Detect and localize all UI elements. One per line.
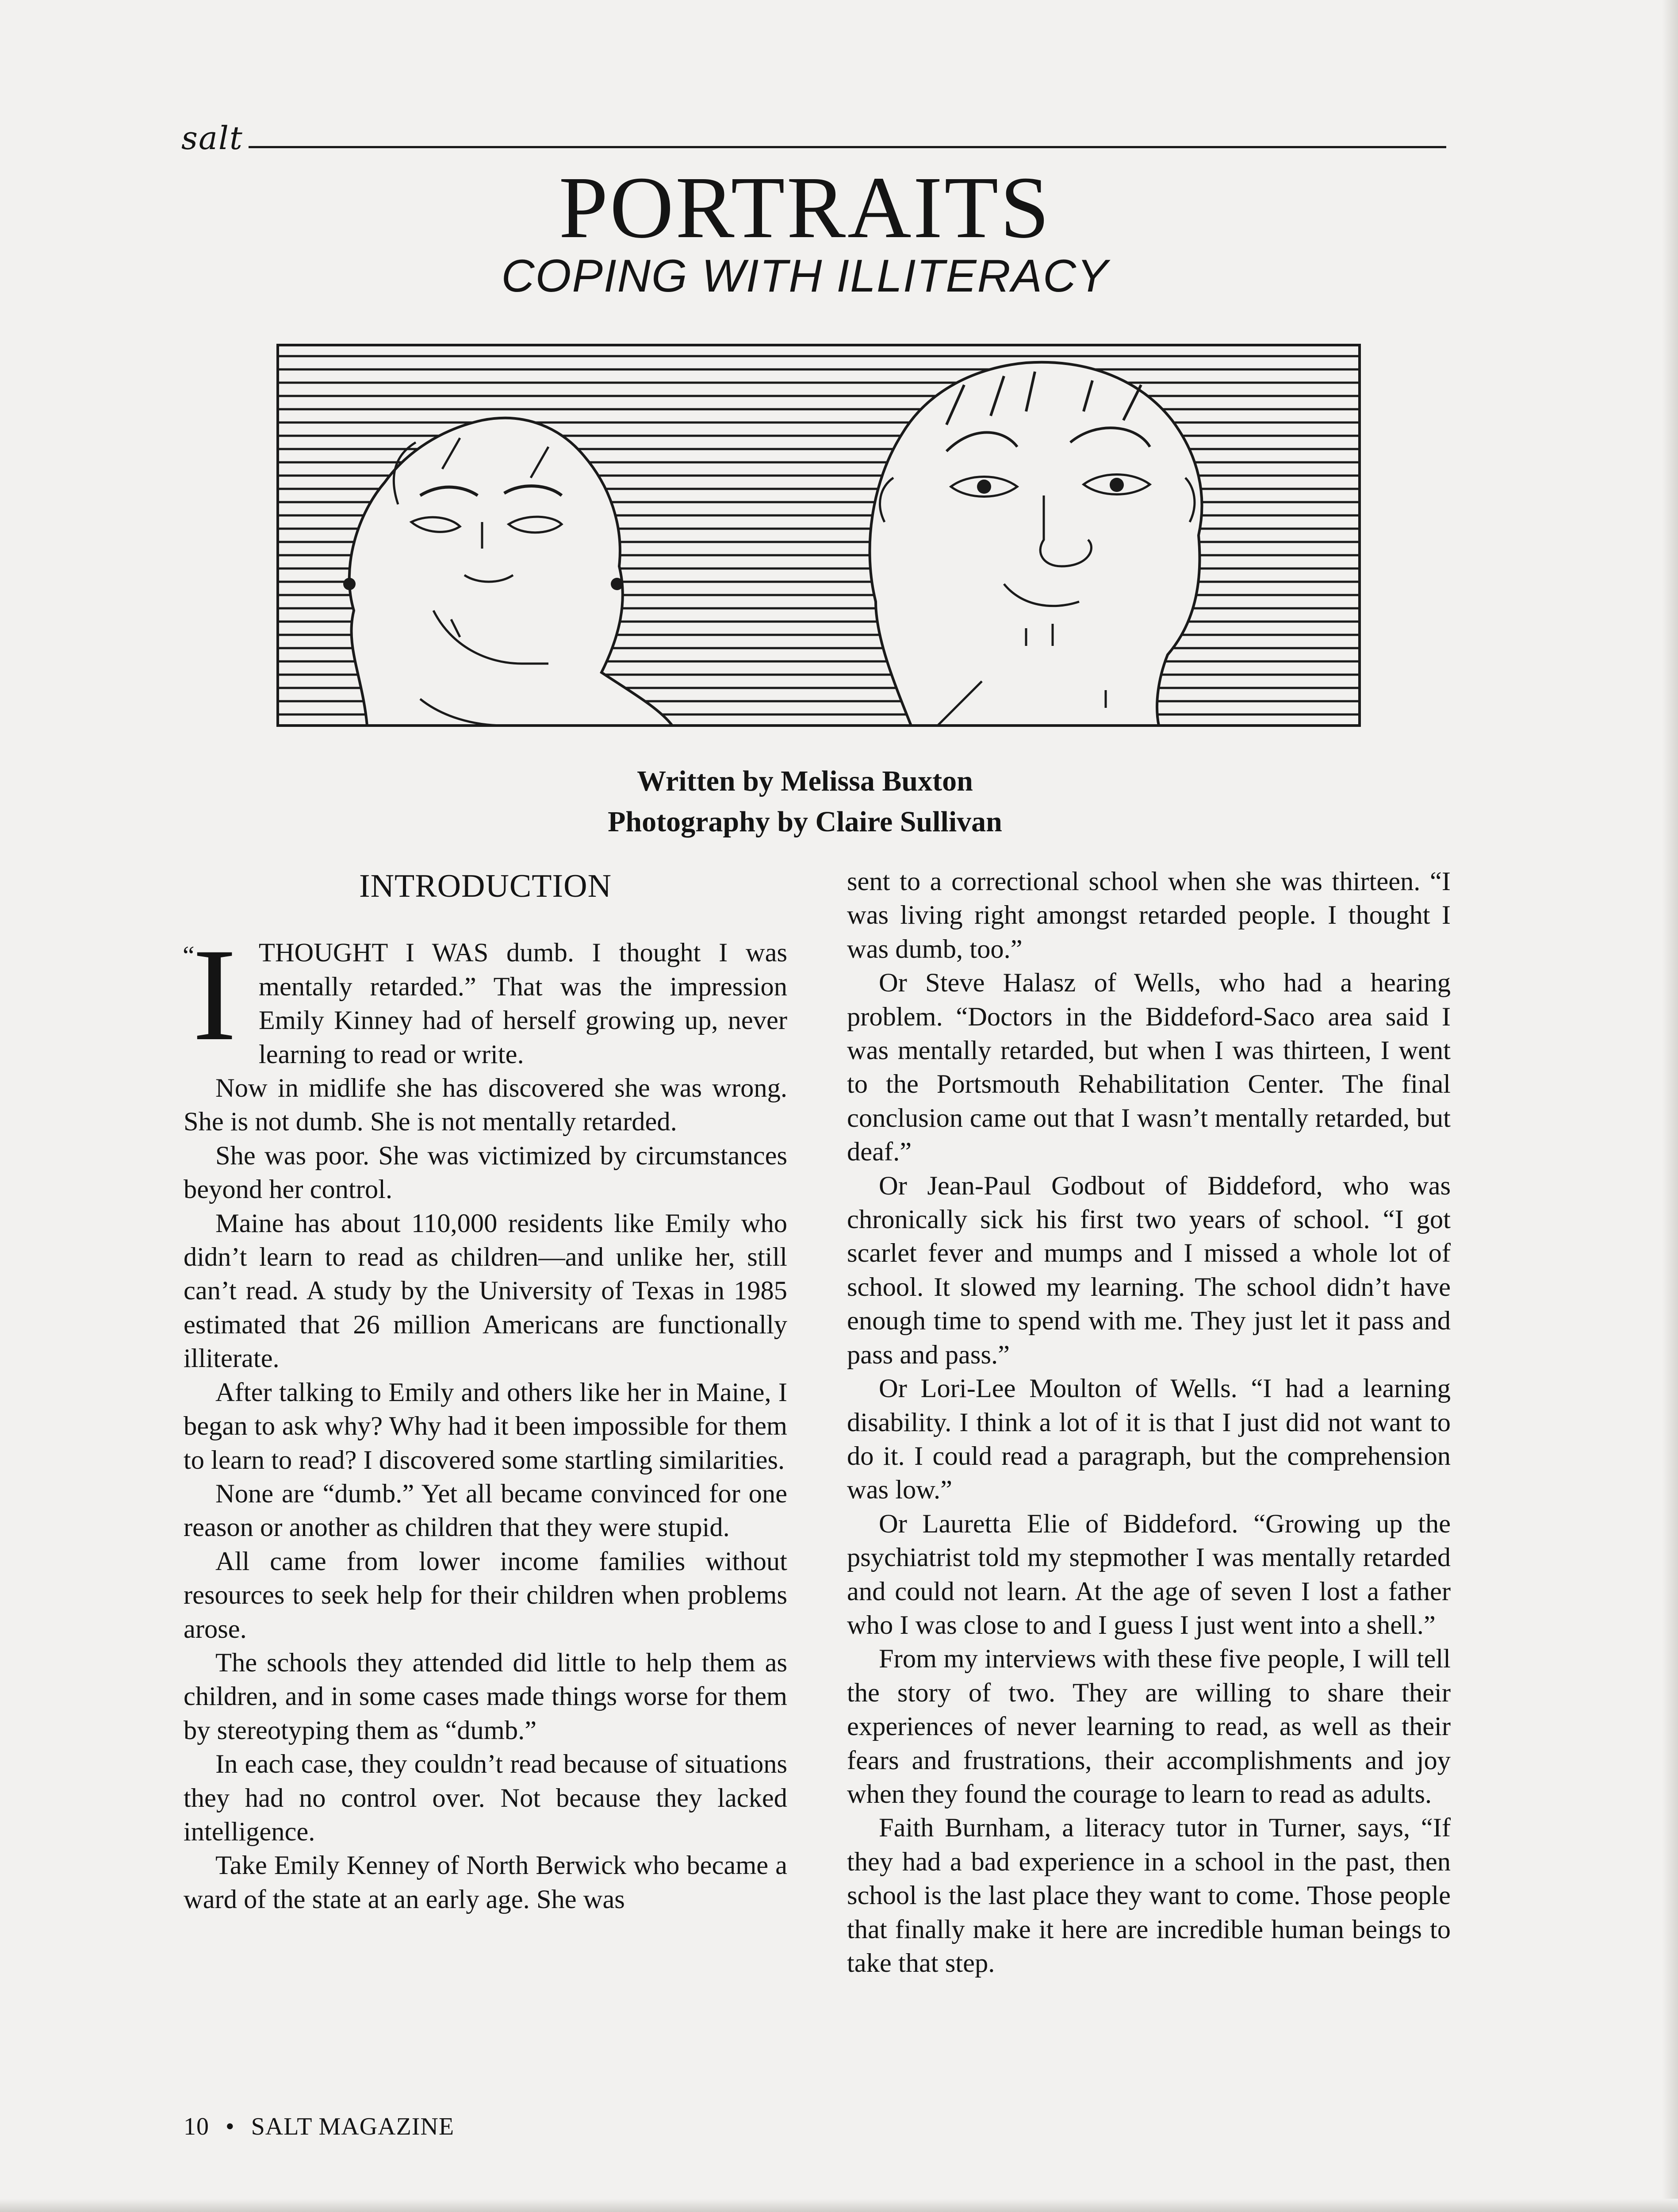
byline (0, 761, 1610, 842)
article-paragraph: The schools they attended did little to help them as children, and in some cases made things worse for them by stereotyping them as “dumb.” (184, 1647, 787, 1745)
page-bottom-edge (0, 2199, 1678, 2212)
article-paragraph: After talking to Emily and others like her in Maine, I began to ask why? Why had it been impossible for them to learn to read? I discovered some startling similarities. (184, 1377, 787, 1475)
drop-cap (183, 921, 237, 1068)
opening-quote: “ (183, 941, 195, 971)
page-edge (1662, 0, 1678, 2212)
article-paragraph: She was poor. She was victimized by circumstances beyond her control. (184, 1141, 787, 1205)
article-column-left (184, 863, 787, 1916)
article-paragraph: Or Jean-Paul Godbout of Biddeford, who was chronically sick his first two years of school. “I got scarlet fever and mumps and I missed a whole lot of school. It slowed my learning. The school didn’t have enough time to spend with me. They just let it pass and pass and pass.” (847, 1171, 1451, 1370)
man-figure (870, 362, 1202, 726)
article-paragraph: In each case, they couldn’t read because of situations they had no control over. Not because they lacked intelligence. (184, 1749, 787, 1847)
article-column-right (847, 865, 1451, 1980)
article-paragraph: Or Steve Halasz of Wells, who had a hearing problem. “Doctors in the Biddeford-Saco area said I was mentally retarded, but when I was thirteen, I went to the Portsmouth Rehabilitation Center. The final conclusion came out that I wasn’t mentally retarded, but deaf.” (847, 968, 1451, 1167)
article-paragraph: Maine has about 110,000 residents like Emily who didn’t learn to read as children—and unlike her, still can’t read. A study by the University of Texas in 1985 estimated that 26 million Americans are functionally illiterate. (184, 1208, 787, 1374)
drop-cap-letter: I (192, 921, 237, 1068)
article-paragraph: Faith Burnham, a literacy tutor in Turner, says, “If they had a bad experience in a school in the past, then school is the last place they want to come. Those people that finally make it here are incredible human beings to take that step. (847, 1813, 1451, 1978)
portrait-sketch-illustration (274, 336, 1362, 734)
article-paragraph: Or Lauretta Elie of Biddeford. “Growing up the psychiatrist told my stepmother I was mentally retarded and could not learn. At the age of seven I lost a father who I was close to and I guess I just went into a shell.” (847, 1509, 1451, 1640)
article-paragraph: From my interviews with these five people, I will tell the story of two. They are willing to share their experiences of never learning to read, as well as their fears and frustrations, their accomplishments and joy when they found the courage to learn to read as adults. (847, 1644, 1451, 1809)
article-paragraph: Now in midlife she has discovered she was wrong. She is not dumb. She is not mentally retarded. (184, 1073, 787, 1137)
article-paragraph: All came from lower income families without resources to seek help for their children when problems arose. (184, 1546, 787, 1644)
article-subtitle: COPING WITH ILLITERACY (501, 250, 1109, 302)
writer-credit: Written by Melissa Buxton (637, 765, 973, 797)
photography-credit: Photography by Claire Sullivan (608, 806, 1002, 838)
article-paragraph: Or Lori-Lee Moulton of Wells. “I had a learning disability. I think a lot of it is that I just did not want to do it. I could read a paragraph, but the comprehension was low.” (847, 1374, 1451, 1505)
section-heading: INTRODUCTION (359, 868, 612, 904)
article-paragraph: sent to a correctional school when she was thirteen. “I was living right amongst retarded people. I thought I was dumb, too.” (847, 867, 1451, 964)
page-footer (184, 2112, 454, 2141)
footer-separator: • (226, 2113, 235, 2140)
article-paragraph: “ I THOUGHT I WAS dumb. I thought I was mentally retarded.” That was the impression Emily Kinney had of herself growing up, never learning to read or write. (183, 921, 787, 1069)
header-rule (186, 146, 1446, 148)
salt-logo: salt (181, 119, 249, 157)
page-number: 10 (184, 2113, 209, 2140)
article-paragraph: Take Emily Kenney of North Berwick who became a ward of the state at an early age. She was (184, 1851, 787, 1914)
article-paragraph: None are “dumb.” Yet all became convinced for one reason or another as children that they were stupid. (184, 1479, 787, 1543)
publication-name: SALT MAGAZINE (251, 2113, 455, 2140)
article-title: PORTRAITS (559, 159, 1051, 257)
